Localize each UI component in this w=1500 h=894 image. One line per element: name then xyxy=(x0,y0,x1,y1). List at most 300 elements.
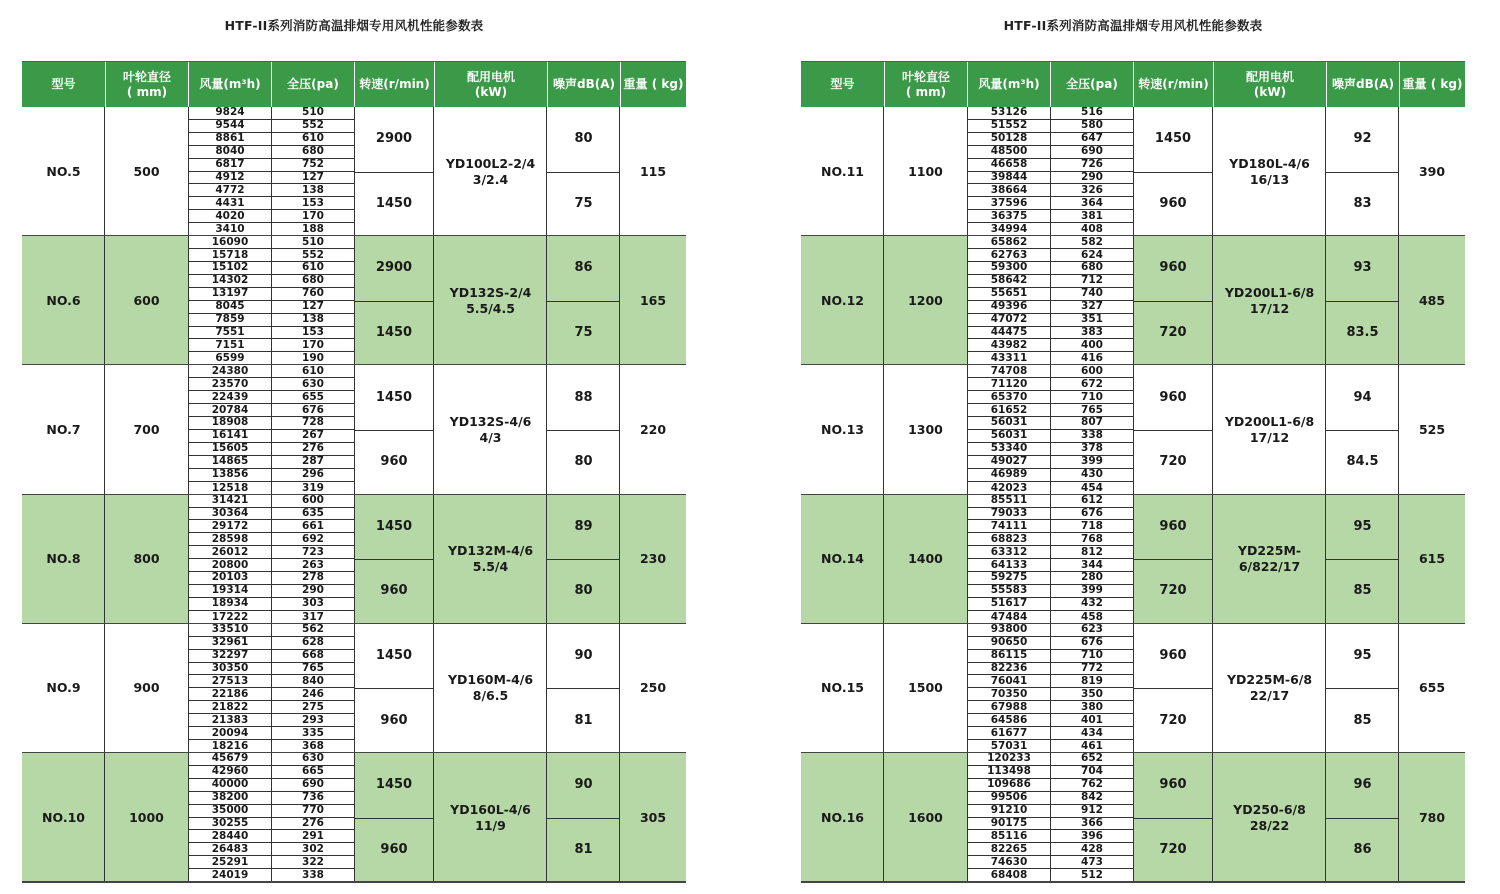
flow-value: 7551 xyxy=(189,327,272,339)
flow-pressure-grid xyxy=(967,624,1134,753)
pressure-value: 335 xyxy=(302,726,324,739)
flow-pressure-row xyxy=(968,107,1133,120)
flow-value: 44475 xyxy=(968,327,1051,339)
motor-cell: YD225M- 6/822/17 xyxy=(1237,543,1302,575)
flow-value: 82265 xyxy=(968,843,1051,855)
flow-pressure-row xyxy=(189,352,354,365)
column-divider xyxy=(104,753,105,882)
pressure-value: 302 xyxy=(302,842,324,855)
flow-value: 61677 xyxy=(968,727,1051,739)
column-divider xyxy=(1133,495,1134,624)
flow-value: 8861 xyxy=(189,133,272,145)
column-divider xyxy=(546,495,547,624)
speed-value: 720 xyxy=(1159,841,1187,857)
column-divider xyxy=(1325,624,1326,753)
flow-value: 58642 xyxy=(968,275,1051,287)
flow-pressure-grid xyxy=(188,495,355,624)
flow-value: 99506 xyxy=(968,792,1051,804)
speed-value: 960 xyxy=(1159,777,1187,793)
flow-pressure-row xyxy=(968,301,1133,314)
column-divider xyxy=(546,753,547,882)
flow-value: 43311 xyxy=(968,352,1051,365)
pressure-value: 454 xyxy=(1081,481,1103,494)
flow-pressure-grid xyxy=(188,236,355,365)
weight-cell: 655 xyxy=(1418,680,1446,696)
flow-pressure-row xyxy=(189,818,354,831)
pressure-value: 552 xyxy=(302,119,324,132)
noise-split-rule xyxy=(547,688,620,689)
motor-cell: YD132M-4/6 5.5/4 xyxy=(447,543,534,575)
flow-pressure-row xyxy=(189,520,354,533)
flow-value: 59275 xyxy=(968,572,1051,584)
flow-value: 9824 xyxy=(189,107,272,119)
pressure-value: 668 xyxy=(302,649,324,662)
pressure-value: 317 xyxy=(302,610,324,623)
pressure-value: 416 xyxy=(1081,352,1103,365)
column-divider xyxy=(883,495,884,624)
header-impeller-diameter: 叶轮直径 ( mm) xyxy=(105,62,188,107)
pressure-value: 364 xyxy=(1081,196,1103,209)
flow-pressure-row xyxy=(189,482,354,495)
noise-value: 86 xyxy=(574,260,593,276)
speed-value: 2900 xyxy=(375,260,413,276)
column-divider xyxy=(433,236,434,365)
flow-pressure-row xyxy=(968,314,1133,327)
flow-value: 42960 xyxy=(189,766,272,778)
model-cell: NO.10 xyxy=(42,809,85,825)
flow-value: 43982 xyxy=(968,339,1051,351)
motor-cell: YD160M-4/6 8/6.5 xyxy=(447,672,534,704)
speed-value: 960 xyxy=(1159,195,1187,211)
model-cell: NO.16 xyxy=(821,809,864,825)
flow-pressure-row xyxy=(189,404,354,417)
pressure-value: 338 xyxy=(1081,429,1103,442)
pressure-value: 344 xyxy=(1081,558,1103,571)
flow-value: 50128 xyxy=(968,133,1051,145)
column-divider xyxy=(354,236,355,365)
flow-pressure-row xyxy=(189,598,354,611)
pressure-value: 319 xyxy=(302,481,324,494)
column-divider xyxy=(1212,495,1213,624)
flow-value: 13856 xyxy=(189,469,272,481)
column-divider xyxy=(1398,624,1399,753)
flow-pressure-grid xyxy=(967,365,1134,494)
flow-pressure-row xyxy=(189,740,354,753)
pressure-value: 762 xyxy=(1081,778,1103,791)
flow-value: 19314 xyxy=(189,585,272,597)
impeller-diameter-cell: 1400 xyxy=(908,551,943,567)
speed-value: 960 xyxy=(380,454,408,470)
flow-pressure-row xyxy=(968,572,1133,585)
flow-pressure-row xyxy=(968,727,1133,740)
flow-pressure-row xyxy=(189,469,354,482)
header-noise: 噪声dB(A) xyxy=(1326,62,1399,107)
speed-split-rule xyxy=(1133,430,1213,431)
flow-pressure-row xyxy=(968,598,1133,611)
flow-pressure-grid xyxy=(188,365,355,494)
flow-value: 29172 xyxy=(189,520,272,532)
flow-pressure-row xyxy=(189,327,354,340)
column-divider xyxy=(1325,495,1326,624)
flow-value: 31421 xyxy=(189,495,272,507)
noise-value: 80 xyxy=(574,454,593,470)
pressure-value: 267 xyxy=(302,429,324,442)
column-divider xyxy=(883,365,884,494)
model-group xyxy=(22,236,686,365)
model-group xyxy=(801,624,1465,753)
flow-value: 15102 xyxy=(189,262,272,274)
pressure-value: 138 xyxy=(302,183,324,196)
pressure-value: 127 xyxy=(302,300,324,313)
header-model: 型号 xyxy=(830,77,855,91)
pressure-value: 807 xyxy=(1081,416,1103,429)
flow-pressure-row xyxy=(968,559,1133,572)
speed-value: 1450 xyxy=(1154,131,1192,147)
pressure-value: 628 xyxy=(302,636,324,649)
flow-value: 18216 xyxy=(189,740,272,753)
flow-pressure-row xyxy=(189,856,354,869)
table-header-row xyxy=(22,62,686,107)
pressure-value: 153 xyxy=(302,325,324,338)
flow-value: 35000 xyxy=(189,805,272,817)
flow-pressure-row xyxy=(189,133,354,146)
column-divider xyxy=(354,495,355,624)
motor-cell: YD100L2-2/4 3/2.4 xyxy=(445,155,536,187)
column-divider xyxy=(1325,236,1326,365)
flow-pressure-row xyxy=(189,184,354,197)
pressure-value: 580 xyxy=(1081,119,1103,132)
flow-pressure-row xyxy=(968,675,1133,688)
flow-pressure-row xyxy=(189,301,354,314)
flow-pressure-row xyxy=(189,288,354,301)
flow-value: 51552 xyxy=(968,120,1051,132)
weight-cell: 165 xyxy=(639,292,667,308)
flow-pressure-row xyxy=(189,779,354,792)
flow-value: 15718 xyxy=(189,249,272,261)
column-divider xyxy=(104,107,105,236)
flow-value: 15605 xyxy=(189,443,272,455)
pressure-value: 461 xyxy=(1081,739,1103,752)
column-divider xyxy=(1212,753,1213,882)
model-group xyxy=(801,107,1465,236)
flow-value: 51617 xyxy=(968,598,1051,610)
pressure-value: 432 xyxy=(1081,597,1103,610)
noise-value: 95 xyxy=(1353,518,1372,534)
flow-pressure-row xyxy=(189,417,354,430)
pressure-value: 624 xyxy=(1081,248,1103,261)
column-divider xyxy=(1212,107,1213,236)
flow-pressure-grid xyxy=(188,753,355,882)
flow-value: 24380 xyxy=(189,365,272,377)
flow-value: 34994 xyxy=(968,223,1051,236)
flow-value: 33510 xyxy=(189,624,272,636)
flow-value: 30364 xyxy=(189,508,272,520)
flow-value: 91210 xyxy=(968,805,1051,817)
flow-pressure-row xyxy=(189,650,354,663)
flow-pressure-row xyxy=(968,288,1133,301)
flow-value: 38664 xyxy=(968,184,1051,196)
flow-pressure-row xyxy=(189,236,354,249)
flow-value: 74708 xyxy=(968,365,1051,377)
impeller-diameter-cell: 1000 xyxy=(129,809,164,825)
flow-pressure-row xyxy=(189,120,354,133)
flow-value: 46658 xyxy=(968,159,1051,171)
column-divider xyxy=(354,753,355,882)
flow-pressure-row xyxy=(968,378,1133,391)
speed-value: 960 xyxy=(1159,518,1187,534)
flow-value: 9544 xyxy=(189,120,272,132)
column-divider xyxy=(1133,365,1134,494)
noise-value: 81 xyxy=(574,841,593,857)
pressure-value: 661 xyxy=(302,519,324,532)
flow-pressure-row xyxy=(968,546,1133,559)
pressure-value: 473 xyxy=(1081,855,1103,868)
flow-value: 68823 xyxy=(968,533,1051,545)
weight-cell: 230 xyxy=(639,551,667,567)
header-flow: 风量(m³h) xyxy=(967,62,1050,107)
model-cell: NO.6 xyxy=(46,292,81,308)
flow-pressure-row xyxy=(189,456,354,469)
model-group xyxy=(801,495,1465,624)
speed-value: 960 xyxy=(380,583,408,599)
speed-split-rule xyxy=(1133,818,1213,819)
column-divider xyxy=(354,365,355,494)
flow-pressure-row xyxy=(968,184,1133,197)
pressure-value: 765 xyxy=(302,661,324,674)
flow-pressure-row xyxy=(189,365,354,378)
flow-pressure-row xyxy=(189,637,354,650)
motor-cell: YD132S-4/6 4/3 xyxy=(449,413,532,445)
column-divider xyxy=(1133,624,1134,753)
speed-split-rule xyxy=(1133,301,1213,302)
flow-pressure-row xyxy=(968,352,1133,365)
flow-value: 45679 xyxy=(189,753,272,765)
speed-value: 960 xyxy=(380,841,408,857)
pressure-value: 280 xyxy=(1081,571,1103,584)
pressure-value: 188 xyxy=(302,223,324,236)
noise-value: 92 xyxy=(1353,131,1372,147)
table-title: HTF-II系列消防高温排烟专用风机性能参数表 xyxy=(1003,18,1263,33)
left-table-panel xyxy=(22,0,686,894)
flow-pressure-row xyxy=(968,210,1133,223)
pressure-value: 752 xyxy=(302,158,324,171)
pressure-value: 723 xyxy=(302,545,324,558)
pressure-value: 600 xyxy=(1081,364,1103,377)
impeller-diameter-cell: 1200 xyxy=(908,292,943,308)
pressure-value: 276 xyxy=(302,442,324,455)
flow-value: 40000 xyxy=(189,779,272,791)
column-divider xyxy=(883,107,884,236)
flow-value: 13197 xyxy=(189,288,272,300)
pressure-value: 690 xyxy=(1081,145,1103,158)
pressure-value: 712 xyxy=(1081,274,1103,287)
noise-split-rule xyxy=(547,559,620,560)
flow-value: 21383 xyxy=(189,714,272,726)
pressure-value: 190 xyxy=(302,352,324,365)
noise-value: 90 xyxy=(574,648,593,664)
header-motor: 配用电机 (kW) xyxy=(434,62,547,107)
pressure-value: 275 xyxy=(302,700,324,713)
flow-pressure-row xyxy=(968,585,1133,598)
flow-value: 28440 xyxy=(189,830,272,842)
pressure-value: 710 xyxy=(1081,390,1103,403)
flow-value: 74630 xyxy=(968,856,1051,868)
flow-pressure-grid xyxy=(967,236,1134,365)
model-cell: NO.15 xyxy=(821,680,864,696)
speed-split-rule xyxy=(1133,688,1213,689)
column-divider xyxy=(1133,107,1134,236)
weight-cell: 615 xyxy=(1418,551,1446,567)
column-divider xyxy=(433,107,434,236)
flow-pressure-row xyxy=(968,482,1133,495)
column-divider xyxy=(1398,236,1399,365)
flow-value: 23570 xyxy=(189,378,272,390)
flow-pressure-row xyxy=(968,843,1133,856)
pressure-value: 381 xyxy=(1081,209,1103,222)
speed-value: 720 xyxy=(1159,454,1187,470)
model-group xyxy=(22,107,686,236)
column-divider xyxy=(1212,365,1213,494)
flow-value: 82236 xyxy=(968,663,1051,675)
pressure-value: 170 xyxy=(302,338,324,351)
noise-split-rule xyxy=(1326,430,1399,431)
speed-value: 1450 xyxy=(375,195,413,211)
pressure-value: 400 xyxy=(1081,338,1103,351)
flow-pressure-row xyxy=(189,107,354,120)
column-divider xyxy=(1398,365,1399,494)
flow-value: 4912 xyxy=(189,172,272,184)
pressure-value: 690 xyxy=(302,778,324,791)
motor-cell: YD200L1-6/8 17/12 xyxy=(1224,413,1315,445)
flow-value: 90650 xyxy=(968,637,1051,649)
flow-value: 12518 xyxy=(189,482,272,495)
noise-value: 81 xyxy=(574,712,593,728)
flow-pressure-row xyxy=(189,495,354,508)
column-divider xyxy=(433,624,434,753)
flow-value: 55651 xyxy=(968,288,1051,300)
weight-cell: 305 xyxy=(639,809,667,825)
impeller-diameter-cell: 700 xyxy=(133,421,160,437)
flow-pressure-row xyxy=(968,236,1133,249)
pressure-value: 772 xyxy=(1081,661,1103,674)
group-bottom-rule xyxy=(22,881,686,883)
pressure-value: 291 xyxy=(302,829,324,842)
noise-split-rule xyxy=(1326,301,1399,302)
speed-split-rule xyxy=(354,172,434,173)
flow-pressure-row xyxy=(968,753,1133,766)
speed-value: 960 xyxy=(1159,389,1187,405)
pressure-value: 692 xyxy=(302,532,324,545)
flow-value: 49396 xyxy=(968,301,1051,313)
flow-pressure-row xyxy=(968,133,1133,146)
flow-pressure-row xyxy=(968,663,1133,676)
flow-pressure-row xyxy=(968,172,1133,185)
flow-value: 22439 xyxy=(189,391,272,403)
model-group xyxy=(22,495,686,624)
column-divider xyxy=(619,107,620,236)
pressure-value: 718 xyxy=(1081,519,1103,532)
weight-cell: 525 xyxy=(1418,421,1446,437)
weight-cell: 390 xyxy=(1418,163,1446,179)
flow-pressure-row xyxy=(189,533,354,546)
pressure-value: 127 xyxy=(302,170,324,183)
column-divider xyxy=(1398,495,1399,624)
column-divider xyxy=(546,365,547,494)
flow-pressure-row xyxy=(968,624,1133,637)
flow-pressure-row xyxy=(189,766,354,779)
pressure-value: 736 xyxy=(302,791,324,804)
flow-value: 16090 xyxy=(189,236,272,248)
weight-cell: 220 xyxy=(639,421,667,437)
noise-value: 85 xyxy=(1353,712,1372,728)
flow-value: 85511 xyxy=(968,495,1051,507)
pressure-value: 840 xyxy=(302,674,324,687)
column-divider xyxy=(104,236,105,365)
header-noise: 噪声dB(A) xyxy=(547,62,620,107)
flow-value: 120233 xyxy=(968,753,1051,765)
flow-value: 53126 xyxy=(968,107,1051,119)
pressure-value: 610 xyxy=(302,261,324,274)
noise-value: 93 xyxy=(1353,260,1372,276)
flow-value: 47072 xyxy=(968,314,1051,326)
flow-pressure-row xyxy=(189,792,354,805)
flow-pressure-row xyxy=(968,146,1133,159)
flow-pressure-row xyxy=(189,159,354,172)
flow-value: 67988 xyxy=(968,701,1051,713)
flow-pressure-row xyxy=(968,404,1133,417)
model-cell: NO.5 xyxy=(46,163,81,179)
column-divider xyxy=(883,753,884,882)
flow-value: 21822 xyxy=(189,701,272,713)
pressure-value: 812 xyxy=(1081,545,1103,558)
pressure-value: 726 xyxy=(1081,158,1103,171)
flow-value: 28598 xyxy=(189,533,272,545)
noise-split-rule xyxy=(1326,818,1399,819)
header-weight: 重量 ( kg) xyxy=(1399,62,1465,107)
flow-pressure-row xyxy=(189,508,354,521)
flow-pressure-row xyxy=(189,611,354,624)
flow-pressure-row xyxy=(189,546,354,559)
pressure-value: 652 xyxy=(1081,752,1103,765)
flow-value: 90175 xyxy=(968,818,1051,830)
column-divider xyxy=(883,236,884,365)
model-group xyxy=(22,365,686,494)
pressure-value: 582 xyxy=(1081,235,1103,248)
noise-value: 75 xyxy=(574,195,593,211)
flow-value: 8040 xyxy=(189,146,272,158)
column-divider xyxy=(104,624,105,753)
pressure-value: 153 xyxy=(302,196,324,209)
pressure-value: 672 xyxy=(1081,377,1103,390)
flow-value: 24019 xyxy=(189,869,272,882)
pressure-value: 276 xyxy=(302,816,324,829)
flow-value: 63312 xyxy=(968,546,1051,558)
speed-value: 1450 xyxy=(375,389,413,405)
flow-value: 59300 xyxy=(968,262,1051,274)
flow-value: 61652 xyxy=(968,404,1051,416)
pressure-value: 327 xyxy=(1081,300,1103,313)
speed-value: 720 xyxy=(1159,583,1187,599)
pressure-value: 351 xyxy=(1081,313,1103,326)
flow-value: 18908 xyxy=(189,417,272,429)
model-cell: NO.7 xyxy=(46,421,81,437)
model-cell: NO.11 xyxy=(821,163,864,179)
flow-value: 26012 xyxy=(189,546,272,558)
flow-value: 26483 xyxy=(189,843,272,855)
column-divider xyxy=(1325,365,1326,494)
flow-pressure-grid xyxy=(967,495,1134,624)
flow-pressure-row xyxy=(968,688,1133,701)
